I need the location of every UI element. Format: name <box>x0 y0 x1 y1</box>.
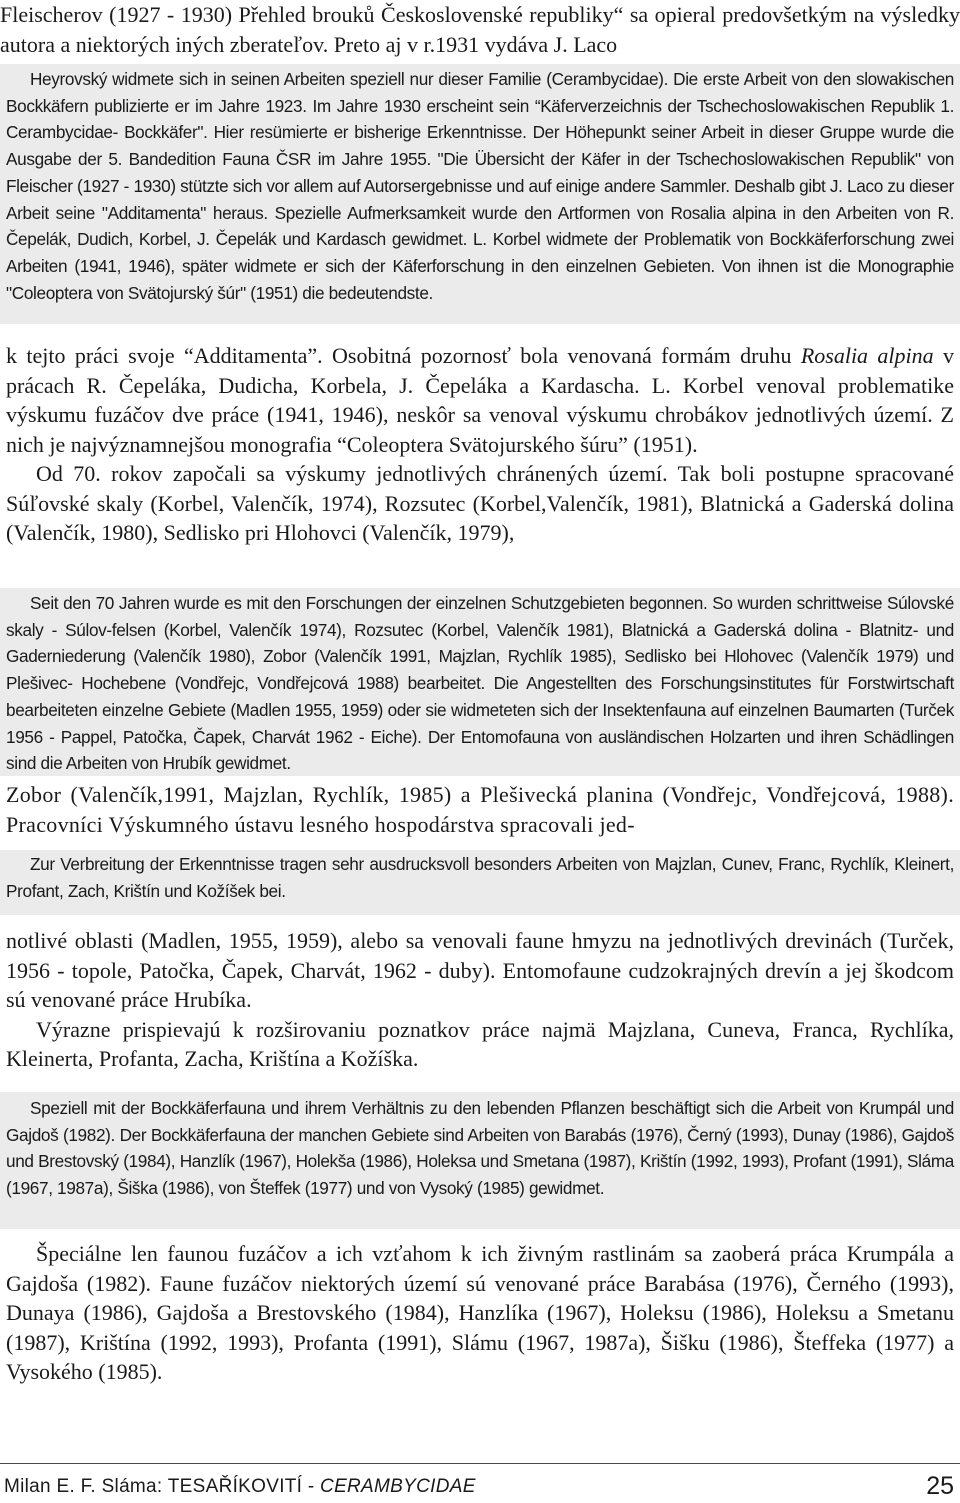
slovak-paragraph: notlivé oblasti (Madlen, 1955, 1959), alebo sa venovali faune hmyzu na jednotlivých drevinách (Turček, 1956 - topole, Patočka, Čapek, Charvát, 1962 - duby). Entomofaune cudzokrajných drevín a jej škodcom sú venované práce Hrubíka. <box>6 928 954 1012</box>
german-paragraph: Heyrovský widmete sich in seinen Arbeiten speziell nur dieser Familie (Cerambycidae). Die erste Arbeit von den slowakischen Bockkäfern publizierte er im Jahre 1923. Im Jahre 1930 erscheint sein “Käferverzeichnis der Tschechoslowakischen Republik 1. Cerambycidae- Bockkäfer". Hier resümierte er bisherige Erkenntnisse. Der Höhepunkt seiner Arbeit in dieser Gruppe wurde die Ausgabe der 5. Bandedition Fauna ČSR im Jahre 1955. "Die Übersicht der Käfer in der Tschechoslowakischen Republik" von Fleischer (1927 - 1930) stützte sich vor allem auf Autorsergebnisse und auf einige andere Sammler. Deshalb gibt J. Laco zu dieser Arbeit seine "Additamenta" heraus. Spezielle Aufmerksamkeit wurde den Artformen von Rosalia alpina in den Arbeiten von R. Čepelák, Dudich, Korbel, J. Čepelák und Kardasch gewidmet. L. Korbel widmete der Problematik von Bockkäferforschung zwei Arbeiten (1941, 1946), später widmete er sich der Käferforschung in den einzelnen Gebieten. Von ihnen ist die Monographie "Coleoptera von Svätojurský šúr" (1951) die bedeutendste. <box>6 69 954 303</box>
slovak-paragraph-continuation: Fleischerov (1927 - 1930) Přehled brouků Československé republiky“ sa opieral predovšetkým na výsledky autora a niektorých iných zberateľov. Preto aj v r.1931 vydáva J. Laco <box>0 2 960 57</box>
page-number: 25 <box>926 1472 954 1500</box>
german-translation-box <box>0 1092 960 1229</box>
footer-author-title <box>4 1476 476 1498</box>
slovak-text-span: v prácach R. Čepeláka, Dudicha, Korbela, J. Čepeláka a Kardascha. L. Korbel venoval problematike výskumu fuzáčov dve práce (1941, 1946), neskôr sa venoval výskumu chrobákov jednotlivých území. Z nich je najvýznamnejšou monografia “Coleoptera Svätojurského šúru” (1951). <box>6 343 955 457</box>
page-footer <box>0 1472 960 1502</box>
german-translation-box <box>0 64 960 324</box>
slovak-paragraph <box>6 341 954 459</box>
german-paragraph: Zur Verbreitung der Erkenntnisse tragen sehr ausdrucksvoll besonders Arbeiten von Majzlan, Cunev, Franc, Rychlík, Kleinert, Profant, Zach, Krištín und Kožíšek bei. <box>6 854 954 901</box>
german-translation-box <box>0 850 960 915</box>
footer-taxon: CERAMBYCIDAE <box>320 1476 476 1497</box>
footer-author-text: Milan E. F. Sláma: TESAŘÍKOVITÍ - <box>4 1476 321 1497</box>
species-name-italic: Rosalia alpina <box>800 343 934 368</box>
slovak-paragraph: Od 70. rokov započali sa výskumy jednotlivých chránených území. Tak boli postupne spracované Súľovské skaly (Korbel, Valenčík, 1974), Rozsutec (Korbel,Valenčík, 1981), Blatnická a Gaderská dolina (Valenčík, 1980), Sedlisko pri Hlohovci (Valenčík, 1979), <box>6 461 954 545</box>
slovak-paragraph: Špeciálne len faunou fuzáčov a ich vzťahom k ich živným rastlinám sa zaoberá práca Krumpála a Gajdoša (1982). Faune fuzáčov niektorých území sú venované práce Barabása (1976), Černého (1993), Dunaya (1986), Gajdoša a Brestovského (1984), Hanzlíka (1967), Holeksu (1986), Holeksu a Smetanu (1987), Krištína (1992, 1993), Profanta (1991), Slámu (1967, 1987a), Šišku (1986), Šteffeka (1977) a Vysokého (1985). <box>6 1241 954 1384</box>
slovak-paragraph: Výrazne prispievajú k rozširovaniu poznatkov práce najmä Majzlana, Cuneva, Franca, Rychlíka, Kleinerta, Profanta, Zacha, Krištína a Kožíška. <box>6 1016 954 1071</box>
slovak-text-block <box>6 341 954 548</box>
slovak-text-span: k tejto práci svoje “Additamenta”. Osobitná pozornosť bola venovaná formám druhu <box>6 343 801 368</box>
german-paragraph: Seit den 70 Jahren wurde es mit den Forschungen der einzelnen Schutzgebieten begonnen. So wurden schrittweise Súlovské skaly - Súlov-felsen (Korbel, Valenčík 1974), Rozsutec (Korbel, Valenčík 1981), Blatnická a Gaderská dolina - Blatnitz- und Gaderniederung (Valenčík 1980), Zobor (Valenčík 1991, Majzlan, Rychlík 1985), Sedlisko bei Hlohovec (Valenčík 1979) und Plešivec- Hochebene (Vondřejc, Vondřejcová 1988) bearbeitet. Die Angestellten des Forschungsinstitutes für Forstwirtschaft bearbeiteten einzelne Gebiete (Madlen 1955, 1959) oder sie widmeteten sich der Insektenfauna auf einzelnen Baumarten (Turček 1956 - Pappel, Patočka, Čapek, Charvát 1962 - Eiche). Der Entomofauna von ausländischen Holzarten und ihren Schädlingen sind die Arbeiten von Hrubík gewidmet. <box>6 593 954 774</box>
slovak-text-block <box>6 926 954 1074</box>
german-paragraph: Speziell mit der Bockkäferfauna und ihrem Verhältnis zu den lebenden Pflanzen beschäftigt sich die Arbeit von Krumpál und Gajdoš (1982). Der Bockkäferfauna der manchen Gebiete sind Arbeiten von Barabás (1976), Černý (1993), Dunay (1986), Gajdoš und Brestovský (1984), Hanzlík (1967), Holekša (1986), Holeksa und Smetana (1987), Krištín (1992, 1993), Profant (1991), Sláma (1967, 1987a), Šiška (1986), von Šteffek (1977) und von Vysoký (1985) gewidmet. <box>6 1098 954 1199</box>
footer-rule <box>0 1463 960 1464</box>
german-translation-box <box>0 588 960 776</box>
slovak-paragraph: Zobor (Valenčík,1991, Majzlan, Rychlík, 1985) a Plešivecká planina (Vondřejc, Vondřejcová, 1988). Pracovníci Výskumného ústavu lesného hospodárstva spracovali jed- <box>6 782 954 837</box>
